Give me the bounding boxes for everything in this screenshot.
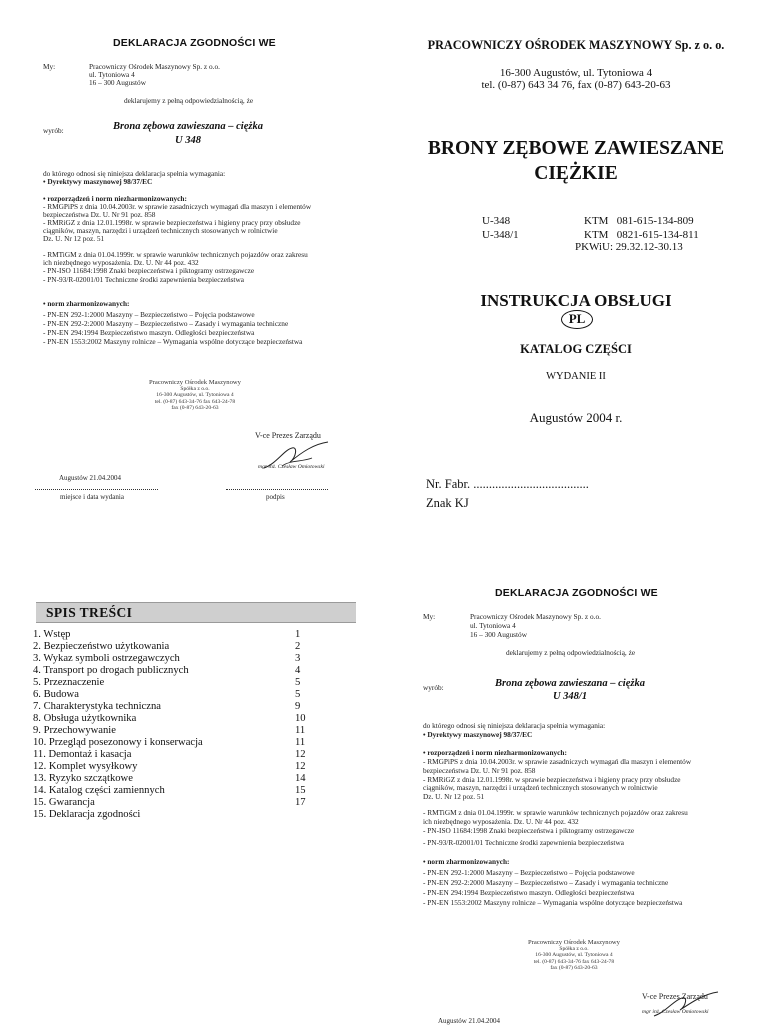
company-line: ul. Tytoniowa 4 (470, 621, 516, 630)
toc-page: 5 (295, 677, 301, 688)
manual-title: INSTRUKCJA OBSŁUGI (480, 291, 672, 310)
declare-text: deklarujemy z pełną odpowiedzialnością, że (506, 648, 636, 657)
declaration-u348 (0, 0, 384, 512)
list-item (33, 809, 313, 821)
signature-label: podpis (266, 493, 285, 501)
declaration-title: DEKLARACJA ZGODNOŚCI WE (495, 587, 658, 599)
norm-line: - PN-EN 294:1994 Bezpieczeństwo maszyn. Odległości bezpieczeństwa (423, 888, 635, 897)
toc-title: 15. Gwarancja (33, 797, 95, 808)
title-page (384, 0, 768, 512)
product-name: Brona zębowa zawieszana – ciężka (113, 121, 263, 132)
applies-text: do którego odnosi się niniejsza deklaracja spełnia wymagania: (423, 721, 606, 730)
product-name: Brona zębowa zawieszana – ciężka (495, 678, 645, 689)
place-date-label: miejsce i data wydania (60, 493, 124, 501)
list-item (33, 773, 313, 785)
toc-title: 4. Transport po drogach publicznych (33, 665, 189, 676)
norm-line: - PN-EN 292-1:2000 Maszyny – Bezpieczeństwo – Pojęcia podstawowe (43, 310, 255, 319)
toc-page: 17 (295, 797, 306, 808)
catalog-title: KATALOG CZĘŚCI (520, 342, 632, 356)
toc-title: 2. Bezpieczeństwo użytkowania (33, 641, 170, 652)
toc-title: 14. Katalog części zamiennych (33, 785, 165, 796)
pkwiu-code: PKWiU: 29.32.12-30.13 (575, 241, 683, 253)
regulation-line: - PN-ISO 11684:1998 Znaki bezpieczeństwa i piktogramy ostrzegawcze (43, 266, 255, 275)
company-line: 16 – 300 Augustów (89, 78, 146, 87)
my-label: My: (43, 62, 56, 71)
toc-page: 14 (295, 773, 306, 784)
declaration-u348-1 (384, 512, 768, 1024)
toc-page: 3 (295, 653, 301, 664)
issue-date: Augustów 21.04.2004 (438, 1017, 501, 1025)
stamp-line: Spółka z o.o. (180, 386, 210, 393)
list-item (33, 701, 313, 713)
toc-title: 1. Wstęp (33, 629, 71, 640)
company-line: Pracowniczy Ośrodek Maszynowy Sp. z o.o. (470, 612, 601, 621)
norm-line: - PN-EN 292-2:2000 Maszyny – Bezpieczeństwo – Zasady i wymagania techniczne (423, 878, 669, 887)
toc-page: 4 (295, 665, 301, 676)
toc-title: 15. Deklaracja zgodności (33, 809, 141, 820)
regulation-line: ciągników, maszyn, narzędzi i urządzeń technicznych stosowanych w rolnictwie (43, 226, 278, 235)
toc-page: 9 (295, 701, 301, 712)
regulations-heading: • rozporządzeń i norm niezharmonizowanych: (43, 194, 187, 203)
list-item (33, 749, 313, 761)
company-line: Pracowniczy Ośrodek Maszynowy Sp. z o.o. (89, 62, 220, 71)
toc-page: 12 (295, 761, 306, 772)
toc-page: 1 (295, 629, 301, 640)
product-code: U 348 (175, 135, 201, 146)
directive: • Dyrektywy maszynowej 98/37/EC (43, 177, 153, 186)
edition: WYDANIE II (546, 371, 606, 382)
list-item (33, 725, 313, 737)
company-name: PRACOWNICZY OŚRODEK MASZYNOWY Sp. z o. o. (427, 38, 725, 52)
model-code: U-348/1 (482, 229, 519, 241)
product-code: U 348/1 (552, 691, 588, 702)
company-address: 16-300 Augustów, ul. Tytoniowa 4 (499, 67, 653, 79)
declare-text: deklarujemy z pełną odpowiedzialnością, że (124, 96, 254, 105)
language-badge: PL (561, 310, 593, 329)
norm-line: - PN-EN 292-1:2000 Maszyny – Bezpieczeństwo – Pojęcia podstawowe (423, 868, 635, 877)
list-item (33, 797, 313, 809)
toc-title: 3. Wykaz symboli ostrzegawczych (33, 653, 180, 664)
regulation-line: - PN-93/R-02001/01 Techniczne środki zapewnienia bezpieczeństwa (423, 838, 624, 847)
product-title-line1: BRONY ZĘBOWE ZAWIESZANE (427, 138, 725, 159)
list-item (33, 629, 313, 641)
product-label: wyrób: (423, 683, 444, 692)
declaration-title: DEKLARACJA ZGODNOŚCI WE (113, 37, 276, 49)
regulation-line: - RMGPiPS z dnia 10.04.2003r. w sprawie zasadniczych wymagań dla maszyn i elementów (423, 757, 692, 766)
toc-title: 6. Budowa (33, 689, 79, 700)
product-label: wyrób: (43, 126, 64, 135)
regulation-line: Dz. U. Nr 12 poz. 51 (423, 792, 485, 801)
toc-page: 10 (295, 713, 306, 724)
list-item (33, 785, 313, 797)
toc-title: 8. Obsługa użytkownika (33, 713, 137, 724)
list-item (33, 689, 313, 701)
regulation-line: - RMGPiPS z dnia 10.04.2003r. w sprawie zasadniczych wymagań dla maszyn i elementów (43, 202, 312, 211)
norm-line: - PN-EN 1553:2002 Maszyny rolnicze – Wymagania wspólne dotyczące bezpieczeństwa (43, 337, 303, 346)
contents-heading: SPIS TREŚCI (46, 605, 133, 620)
company-line: 16 – 300 Augustów (470, 630, 527, 639)
regulation-line: - RMRiGZ z dnia 12.01.1998r. w sprawie bezpieczeństwa i higieny pracy przy obsłudze (43, 218, 301, 227)
signature-name: mgr inż. Czesław Omiotowski (258, 464, 325, 470)
my-label: My: (423, 612, 436, 621)
toc-page: 5 (295, 689, 301, 700)
signature-name: mgr inż. Czesław Omiotowski (642, 1009, 709, 1015)
toc-title: 9. Przechowywanie (33, 725, 116, 736)
directive: • Dyrektywy maszynowej 98/37/EC (423, 730, 533, 739)
issue-date: Augustów 21.04.2004 (59, 474, 122, 482)
list-item (33, 653, 313, 665)
list-item (33, 713, 313, 725)
serial-number-label: Nr. Fabr. ..................................... (426, 477, 589, 491)
list-item (33, 641, 313, 653)
signature-title: V-ce Prezes Zarządu (255, 431, 321, 440)
list-item (33, 677, 313, 689)
applies-text: do którego odnosi się niniejsza deklaracja spełnia wymagania: (43, 169, 226, 178)
date-dotted-line (35, 489, 158, 490)
norm-line: - PN-EN 292-2:2000 Maszyny – Bezpieczeństwo – Zasady i wymagania techniczne (43, 319, 289, 328)
regulation-line: - PN-ISO 11684:1998 Znaki bezpieczeństwa i piktogramy ostrzegawcze (423, 826, 635, 835)
model-ktm: KTM 081-615-134-809 (584, 215, 694, 227)
toc-title: 10. Przegląd posezonowy i konserwacja (33, 737, 203, 748)
norms-heading: • norm zharmonizowanych: (43, 299, 130, 308)
toc-title: 13. Ryzyko szczątkowe (33, 773, 133, 784)
regulation-line: - RMTiGM z dnia 01.04.1999r. w sprawie warunków technicznych pojazdów oraz zakresu (423, 808, 688, 817)
regulation-line: - RMRiGZ z dnia 12.01.1998r. w sprawie bezpieczeństwa i higieny pracy przy obsłudze (423, 775, 681, 784)
model-ktm: KTM 0821-615-134-811 (584, 229, 699, 241)
contents-header (36, 602, 356, 623)
stamp-line: 16-300 Augustów, ul. Tytoniowa 4 (156, 392, 234, 399)
product-title-line2: CIĘŻKIE (534, 163, 618, 184)
stamp-line: Spółka z o.o. (559, 946, 589, 953)
model-code: U-348 (482, 215, 511, 227)
stamp-line: Pracowniczy Ośrodek Maszynowy (528, 939, 620, 946)
toc-title: 12. Komplet wysyłkowy (33, 761, 138, 772)
regulation-line: bezpieczeństwa Dz. U. Nr 91 poz. 858 (423, 766, 536, 775)
list-item (33, 761, 313, 773)
signature-title: V-ce Prezes Zarządu (642, 992, 708, 1001)
company-stamp (518, 940, 630, 971)
toc-page: 12 (295, 749, 306, 760)
regulation-line: bezpieczeństwa Dz. U. Nr 91 poz. 858 (43, 210, 156, 219)
company-stamp (140, 380, 250, 411)
regulations-heading: • rozporządzeń i norm niezharmonizowanych: (423, 748, 567, 757)
toc-page: 2 (295, 641, 301, 652)
list-item (33, 737, 313, 749)
regulation-line: - PN-93/R-02001/01 Techniczne środki zapewnienia bezpieczeństwa (43, 275, 244, 284)
stamp-line: fax (0-87) 643-20-63 (171, 404, 219, 411)
qc-mark-label: Znak KJ (426, 496, 469, 510)
toc-page: 15 (295, 785, 306, 796)
norms-heading: • norm zharmonizowanych: (423, 857, 510, 866)
signature-dotted-line (226, 489, 328, 490)
place-year: Augustów 2004 r. (529, 410, 623, 425)
regulation-line: ciągników, maszyn, narzędzi i urządzeń technicznych stosowanych w rolnictwie (423, 783, 658, 792)
toc-page: 11 (295, 737, 306, 748)
stamp-line: tel. (0-87) 643-34-76 fax 643-24-78 (154, 398, 236, 405)
toc-title: 11. Demontaż i kasacja (33, 749, 132, 760)
regulation-line: Dz. U. Nr 12 poz. 51 (43, 234, 105, 243)
regulation-line: - RMTiGM z dnia 01.04.1999r. w sprawie warunków technicznych pojazdów oraz zakresu (43, 250, 308, 259)
regulation-line: ich niezbędnego wyposażenia. Dz. U. Nr 44 poz. 432 (423, 817, 579, 826)
norm-line: - PN-EN 1553:2002 Maszyny rolnicze – Wymagania wspólne dotyczące bezpieczeństwa (423, 898, 683, 907)
stamp-line: Pracowniczy Ośrodek Maszynowy (149, 379, 241, 386)
norm-line: - PN-EN 294:1994 Bezpieczeństwo maszyn. Odległości bezpieczeństwa (43, 328, 255, 337)
stamp-line: tel. (0-87) 643-34-76 fax 643-24-78 (533, 958, 615, 965)
stamp-line: fax (0-87) 643-20-63 (550, 964, 598, 971)
stamp-line: 16-300 Augustów, ul. Tytoniowa 4 (535, 952, 613, 959)
toc-page: 11 (295, 725, 306, 736)
list-item (33, 665, 313, 677)
toc-title: 7. Charakterystyka techniczna (33, 701, 161, 712)
regulation-line: ich niezbędnego wyposażenia. Dz. U. Nr 44 poz. 432 (43, 258, 199, 267)
company-line: ul. Tytoniowa 4 (89, 70, 135, 79)
company-phone: tel. (0-87) 643 34 76, fax (0-87) 643-20-63 (481, 79, 671, 91)
toc-title: 5. Przeznaczenie (33, 677, 105, 688)
